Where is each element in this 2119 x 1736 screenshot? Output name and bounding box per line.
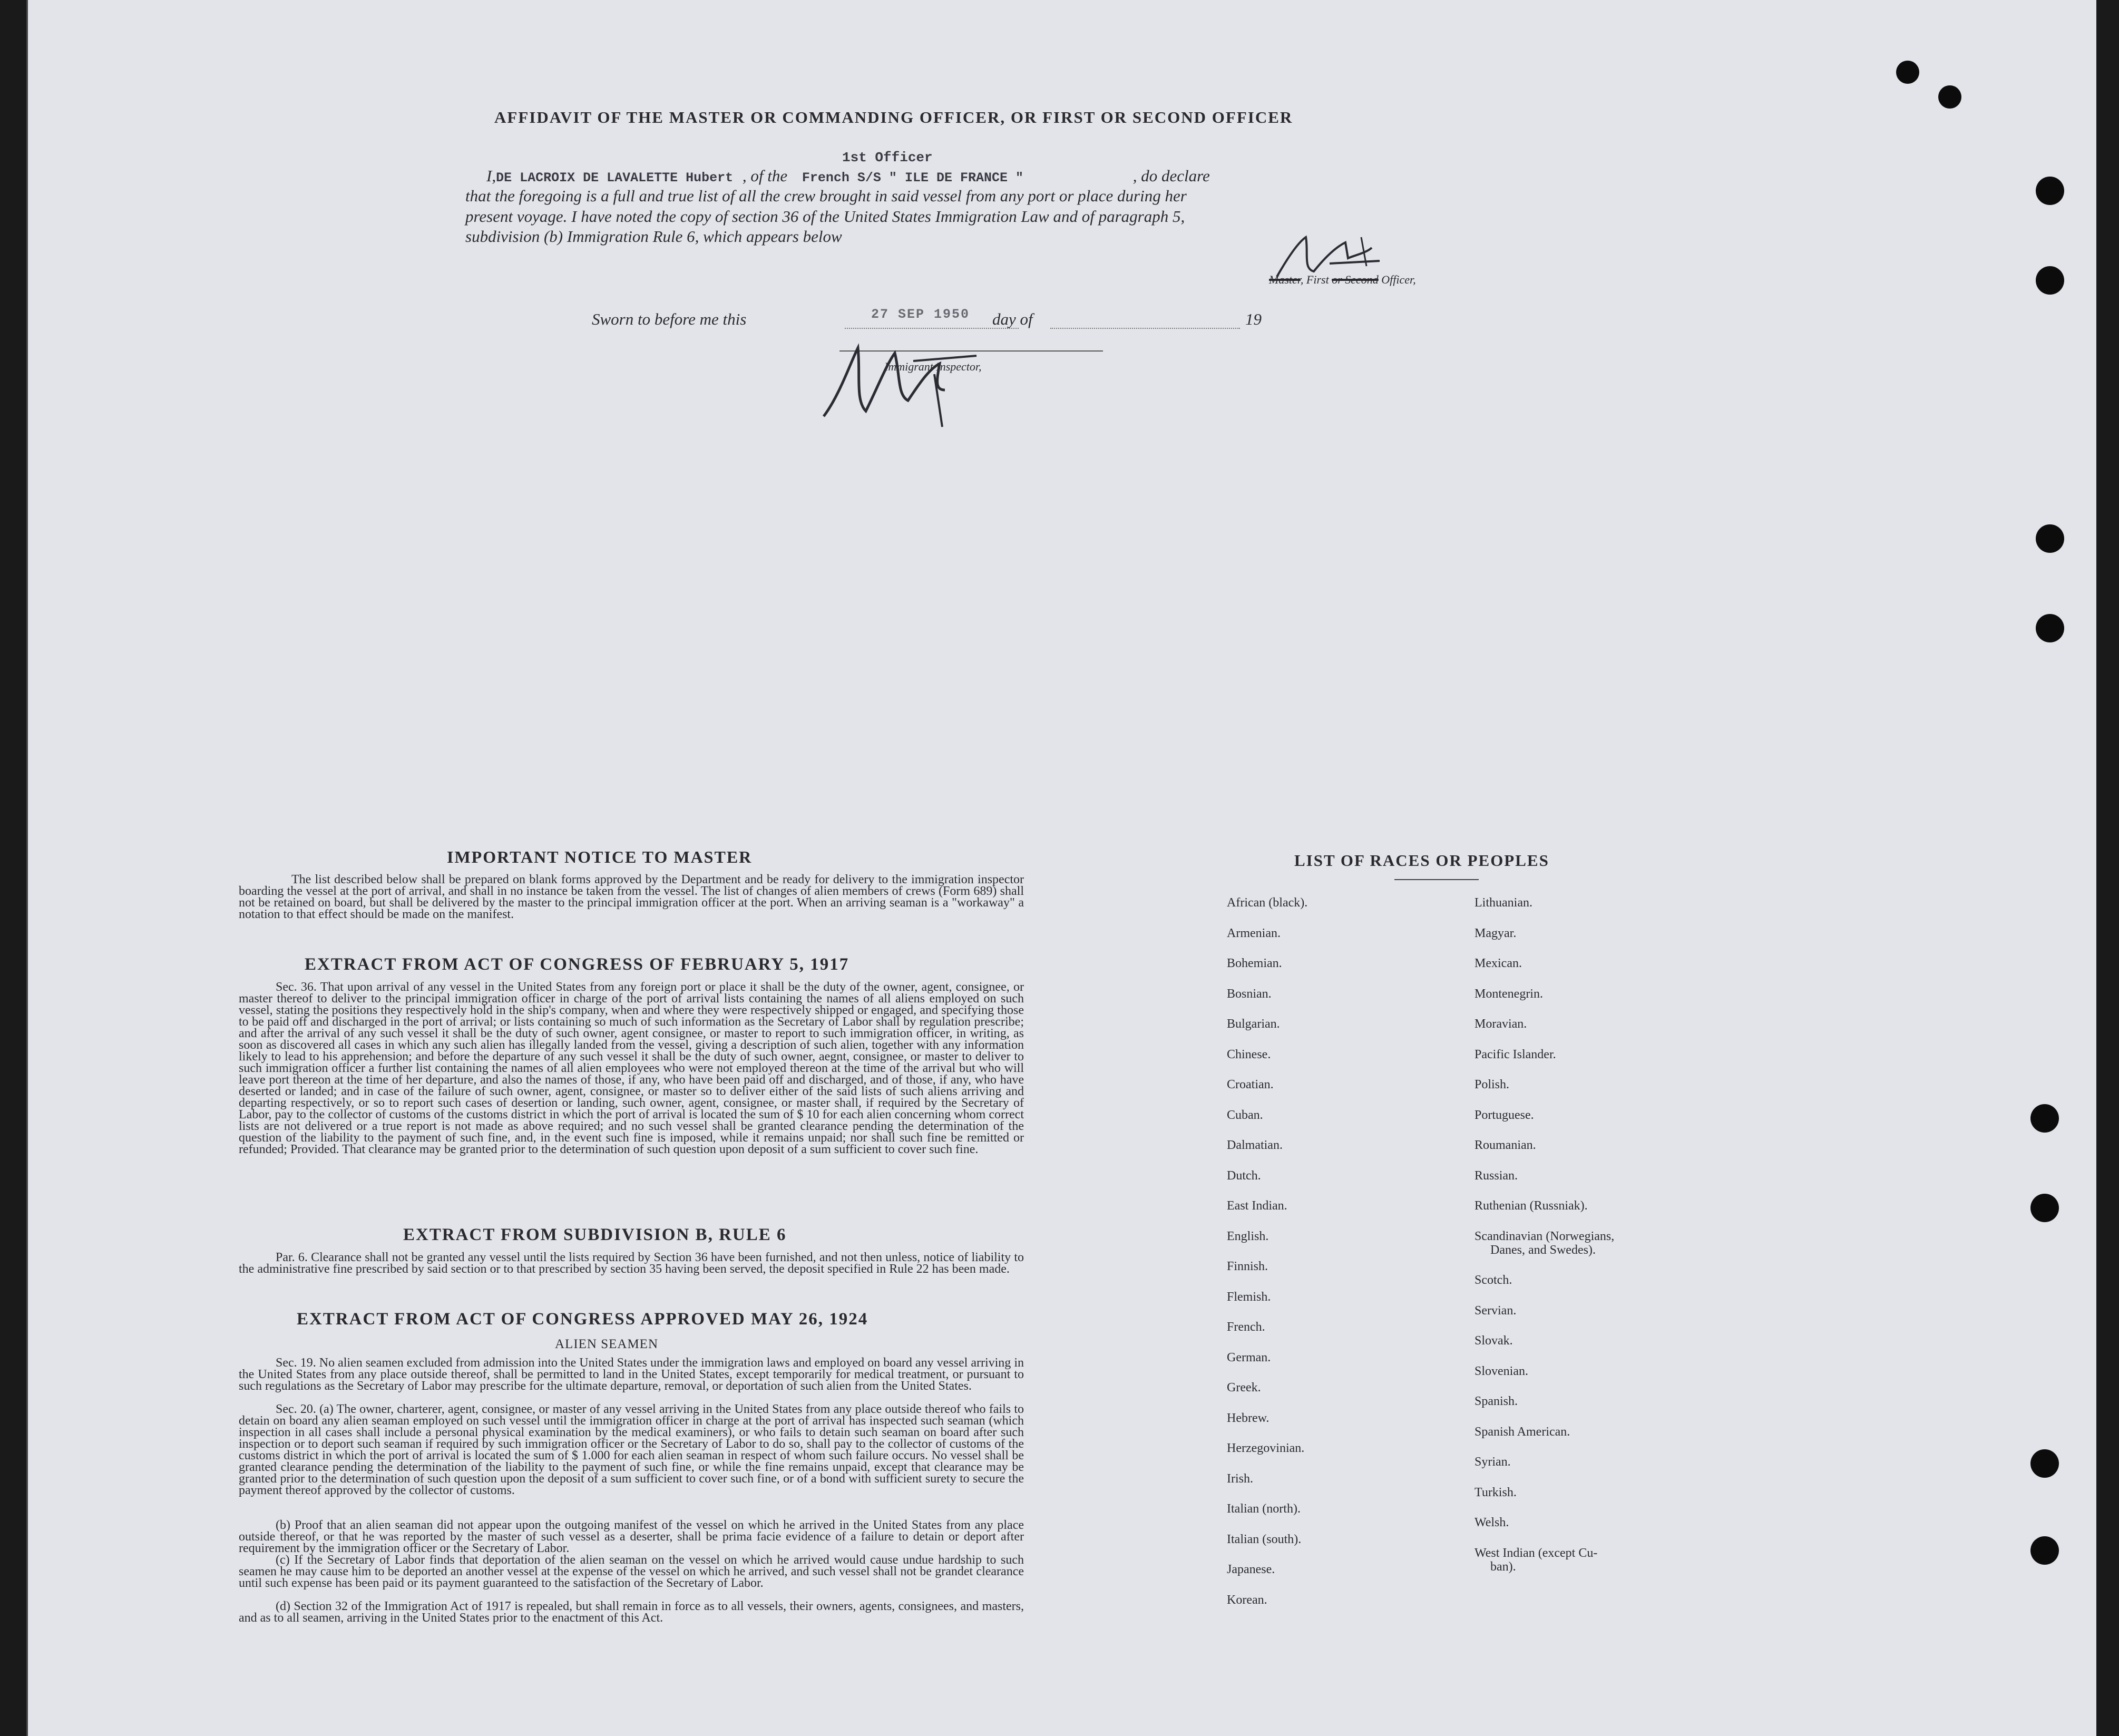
caption-second-struck: or Second	[1332, 273, 1379, 286]
affidavit-title: AFFIDAVIT OF THE MASTER OR COMMANDING OFFICER, OR FIRST OR SECOND OFFICER	[494, 108, 1293, 126]
race-item: Servian.	[1474, 1303, 1517, 1318]
race-item: Danes, and Swedes).	[1490, 1243, 1596, 1257]
race-item: Syrian.	[1474, 1455, 1511, 1469]
race-item: Bulgarian.	[1227, 1017, 1280, 1031]
race-item: Flemish.	[1227, 1290, 1271, 1304]
affidavit-prefix: I,	[486, 167, 496, 185]
subdivision-b-title: EXTRACT FROM SUBDIVISION B, RULE 6	[403, 1225, 787, 1244]
caption-first: , First	[1300, 273, 1329, 286]
document-sheet	[26, 0, 2096, 1736]
rank-typed: 1st Officer	[842, 150, 933, 165]
caption-officer: Officer,	[1378, 273, 1416, 286]
sec-20a: Sec. 20. (a) The owner, charterer, agent, consignee, or master of any vessel arriving in the United States from any place outside thereof who fails to detain on board any alien seaman employed on such vessel until the immigration officer in charge at the port of arrival has inspected such seaman (which inspection in all cases shall include a personal physical examination by the medical examiners), or who fails to detain such seaman on board after such inspection or to deport such seaman if required by such immigration officer or the Secretary of Labor to do so, shall pay to the collector of customs of the customs district in which the port of arrival is located the sum of $ 1.000 for each alien seaman in respect of whom such failure occurs. No vessel shall be granted clearance pending the determination of the liability to the payment of such fine, or while the fine remains unpaid, except that clearance may be granted prior to the determination of such question upon the deposit of a sum sufficient to cover such fine, or of a bond with sufficient surety to secure the payment thereof approved by the collector of customs.	[239, 1402, 1024, 1497]
sec-20b: (b) Proof that an alien seaman did not appear upon the outgoing manifest of the vessel on which he arrived in the United States from any place outside thereof, or that he was reported by the master of such vessel as a deserter, shall be prima facie evidence of a failure to detain or deport after requirement by the immigration officer or the Secretary of Labor.	[239, 1518, 1024, 1555]
race-item: Russian.	[1474, 1168, 1518, 1183]
race-item: Cuban.	[1227, 1108, 1263, 1122]
races-title: LIST OF RACES OR PEOPLES	[1294, 851, 1549, 870]
affidavit-line-3: present voyage. I have noted the copy of section 36 of the United States Immigration Law and of paragraph 5,	[465, 207, 1185, 226]
punch-hole	[2030, 1536, 2059, 1565]
race-item: Greek.	[1227, 1381, 1261, 1394]
signature-caption	[1269, 273, 1416, 287]
race-item: Pacific Islander.	[1474, 1047, 1556, 1061]
punch-hole	[2036, 266, 2064, 295]
race-item: Ruthenian (Russniak).	[1474, 1199, 1588, 1213]
extract-1924-title: EXTRACT FROM ACT OF CONGRESS APPROVED MAY 26, 1924	[297, 1310, 868, 1329]
date-stamp: 27 SEP 1950	[871, 307, 970, 322]
sworn-day-of: day of	[992, 310, 1033, 328]
punch-hole	[2036, 524, 2064, 553]
notice-title: IMPORTANT NOTICE TO MASTER	[447, 847, 753, 866]
affidavit-declare: , do declare	[1132, 167, 1210, 185]
notice-body: The list described below shall be prepared on blank forms approved by the Department and be ready for delivery to the immigration inspector boarding the vessel at the port of arrival, and shall in no instance be taken from the vessel. The list of changes of alien members of crews (Form 689) shall not be retained on board, but shall be delivered by the master to the principal immigration officer at the port. When an arriving seaman is a "workaway" a notation to that effect should be made on the manifest.	[239, 873, 1024, 921]
punch-hole	[2030, 1194, 2059, 1222]
race-item: English.	[1227, 1229, 1269, 1243]
extract-1917-body: Sec. 36. That upon arrival of any vessel in the United States from any foreign port or place it shall be the duty of the owner, agent, consignee, or master thereof to deliver to the principal immigration officer in charge of the port of arrival lists containing the names of all aliens employed on such vessel, stating the positions they respectively hold in the ship's company, when and where they were respectively shipped or engaged, and specifying those to be paid off and discharged in the port of arrival; or lists containing so much of such information as the Secretary of Labor shall by regulation prescribe; and after the arrival of any such vessel it shall be the duty of such owner, agent consignee, or master to report to such immigration officer, in writing, as soon as discovered all cases in which any such alien has illegally landed from the vessel, giving a description of such alien, together with any information likely to lead to his apprehension; and before the departure of any such vessel it shall be the duty of such owner, aegnt, consignee, or master to deliver to such immigration officer a further list containing the names of all alien employees who were not employed thereon at the time of the arrival but who will leave port thereon at the time of her departure, and also the names of those, if any, who have been paid off and discharged, and of those, if any, who have deserted or landed; and in case of the failure of such owner, agent, consignee, or master so to deliver either of the said lists of such aliens arriving and departing respectively, or so to report such cases of desertion or landing, such owner, agent, consignee, or master shall, if required by the Secretary of Labor, pay to the collector of customs of the customs district in which the port of arrival is located the sum of $ 10 for each alien concerning whom correct lists are not delivered or a true report is not made as above required; and no such vessel shall be granted clearance pending the determination of the question of the liability to the payment of such fine, and, in the event such fine is imposed, while it remains unpaid; nor shall such fine be remitted or refunded; Provided. That clearance may be granted prior to the determination of such question upon deposit of a sum sufficient to cover such fine.	[239, 980, 1024, 1156]
caption-master-struck: Master	[1269, 273, 1301, 286]
races-title-rule	[1394, 879, 1479, 880]
sworn-label: Sworn to before me this	[592, 310, 747, 328]
race-item: Armenian.	[1227, 926, 1281, 940]
race-item: Scotch.	[1474, 1273, 1512, 1287]
race-item: Herzegovinian.	[1227, 1441, 1305, 1455]
punch-hole	[2030, 1449, 2059, 1478]
race-item: Bohemian.	[1227, 957, 1282, 970]
race-item: ban).	[1490, 1559, 1516, 1574]
inspector-signature	[808, 332, 987, 432]
race-item: Dalmatian.	[1227, 1138, 1283, 1152]
affidavit-of-the: , of the	[742, 167, 788, 185]
race-item: French.	[1227, 1320, 1265, 1334]
race-item: East Indian.	[1227, 1199, 1287, 1213]
race-item: Italian (north).	[1227, 1502, 1301, 1516]
race-item: Chinese.	[1227, 1047, 1271, 1061]
race-item: Scandinavian (Norwegians,	[1474, 1229, 1615, 1243]
race-item: Hebrew.	[1227, 1411, 1270, 1425]
race-item: Irish.	[1227, 1471, 1253, 1486]
race-item: Spanish.	[1474, 1394, 1518, 1408]
sworn-month-line	[1050, 328, 1240, 329]
race-item: Montenegrin.	[1474, 987, 1543, 1001]
punch-hole	[1938, 85, 1961, 109]
race-item: Slovenian.	[1474, 1364, 1528, 1378]
extract-1917-title: EXTRACT FROM ACT OF CONGRESS OF FEBRUARY 5, 1917	[305, 955, 849, 974]
race-item: Turkish.	[1474, 1485, 1517, 1499]
race-item: Dutch.	[1227, 1168, 1261, 1183]
race-item: Croatian.	[1227, 1078, 1274, 1091]
alien-seamen-subtitle: ALIEN SEAMEN	[555, 1337, 659, 1351]
race-item: Italian (south).	[1227, 1532, 1302, 1546]
punch-hole	[2030, 1104, 2059, 1133]
race-item: Finnish.	[1227, 1260, 1268, 1273]
subdivision-b-body: Par. 6. Clearance shall not be granted any vessel until the lists required by Section 36 have been furnished, and not then unless, notice of liability to the administrative fine prescribed by said section or to that prescribed by section 35 having been served, the deposit specified in Rule 22 has been made.	[239, 1251, 1024, 1276]
race-item: Korean.	[1227, 1593, 1267, 1607]
race-item: West Indian (except Cu-	[1474, 1546, 1598, 1560]
affidavit-line-2: that the foregoing is a full and true list of all the crew brought in said vessel from any port or place during her	[465, 187, 1187, 205]
race-item: Magyar.	[1474, 926, 1517, 940]
race-item: German.	[1227, 1350, 1271, 1364]
race-item: Mexican.	[1474, 957, 1522, 970]
race-item: Spanish American.	[1474, 1425, 1570, 1439]
punch-hole	[2036, 177, 2064, 205]
officer-name-typed: DE LACROIX DE LAVALETTE Hubert	[496, 170, 734, 186]
punch-hole	[2036, 614, 2064, 642]
affidavit-line-1	[486, 167, 1210, 186]
race-item: Moravian.	[1474, 1017, 1527, 1031]
sec-20c: (c) If the Secretary of Labor finds that deportation of the alien seaman on the vessel on which he arrived would cause undue hardship to such seamen he may cause him to be deported an another vessel at the expense of the vessel on which he arrived, and such vessel shall not be grandet clearance until such expense has been paid or its payment guaranteed to the satisfaction of the Secretary of Labor.	[239, 1553, 1024, 1590]
sec-20d: (d) Section 32 of the Immigration Act of 1917 is repealed, but shall remain in force as to all vessels, their owners, agents, consignees, and masters, and as to all seamen, arriving in the United States prior to the enactment of this Act.	[239, 1600, 1024, 1625]
affidavit-line-4: subdivision (b) Immigration Rule 6, which appears below	[465, 227, 842, 246]
race-item: Slovak.	[1474, 1334, 1513, 1348]
race-item: Lithuanian.	[1474, 896, 1532, 910]
race-item: Portuguese.	[1474, 1108, 1534, 1122]
sworn-year-prefix: 19	[1245, 310, 1262, 328]
race-item: Roumanian.	[1474, 1138, 1536, 1152]
race-item: Japanese.	[1227, 1563, 1275, 1576]
sec-19: Sec. 19. No alien seamen excluded from admission into the United States under the immigration laws and employed on board any vessel arriving in the United States from any place outside thereof, shall be permitted to land in the United States, except temporarily for medical treatment, or pursuant to such regulations as the Secretary of Labor may prescribe for the ultimate departure, removal, or deportation of such alien from the United States.	[239, 1356, 1024, 1393]
race-item: Polish.	[1474, 1078, 1510, 1091]
vessel-typed: French S/S " ILE DE FRANCE "	[802, 170, 1023, 186]
punch-hole	[1896, 61, 1919, 84]
race-item: African (black).	[1227, 896, 1308, 910]
race-item: Bosnian.	[1227, 987, 1272, 1001]
inspector-caption: Immigrant Inspector,	[884, 360, 982, 373]
race-item: Welsh.	[1474, 1516, 1509, 1529]
